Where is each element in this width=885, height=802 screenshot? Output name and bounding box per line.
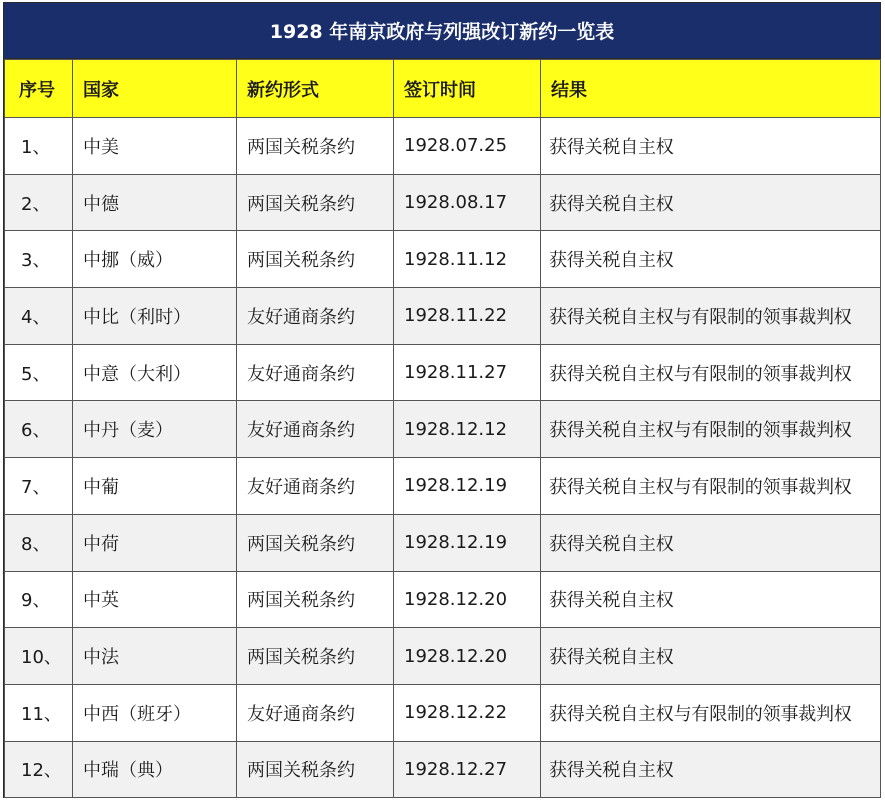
cell-index: 7、 — [5, 458, 73, 515]
table-row — [5, 401, 881, 458]
cell-treaty-form: 两国关税条约 — [237, 174, 394, 231]
cell-country: 中荷 — [73, 514, 237, 571]
cell-result: 获得关税自主权与有限制的领事裁判权 — [541, 344, 881, 401]
cell-sign-date: 1928.08.17 — [394, 174, 541, 231]
treaty-table — [4, 59, 881, 798]
cell-country: 中葡 — [73, 458, 237, 515]
cell-result: 获得关税自主权 — [541, 174, 881, 231]
cell-treaty-form: 两国关税条约 — [237, 571, 394, 628]
header-country: 国家 — [73, 60, 237, 118]
table-row — [5, 174, 881, 231]
cell-sign-date: 1928.12.12 — [394, 401, 541, 458]
cell-treaty-form: 友好通商条约 — [237, 288, 394, 345]
cell-result: 获得关税自主权 — [541, 118, 881, 175]
cell-index: 3、 — [5, 231, 73, 288]
header-row — [5, 60, 881, 118]
cell-result: 获得关税自主权 — [541, 571, 881, 628]
header-result: 结果 — [541, 60, 881, 118]
cell-country: 中意（大利） — [73, 344, 237, 401]
table-body — [5, 118, 881, 798]
cell-result: 获得关税自主权 — [541, 231, 881, 288]
cell-sign-date: 1928.11.22 — [394, 288, 541, 345]
cell-treaty-form: 两国关税条约 — [237, 231, 394, 288]
cell-country: 中美 — [73, 118, 237, 175]
cell-treaty-form: 友好通商条约 — [237, 401, 394, 458]
cell-index: 9、 — [5, 571, 73, 628]
cell-sign-date: 1928.12.20 — [394, 571, 541, 628]
cell-sign-date: 1928.11.27 — [394, 344, 541, 401]
cell-treaty-form: 两国关税条约 — [237, 514, 394, 571]
cell-sign-date: 1928.12.20 — [394, 628, 541, 685]
cell-index: 8、 — [5, 514, 73, 571]
cell-index: 10、 — [5, 628, 73, 685]
header-treaty-form: 新约形式 — [237, 60, 394, 118]
cell-country: 中西（班牙） — [73, 684, 237, 741]
cell-country: 中比（利时） — [73, 288, 237, 345]
cell-country: 中英 — [73, 571, 237, 628]
cell-result: 获得关税自主权 — [541, 741, 881, 798]
cell-treaty-form: 友好通商条约 — [237, 344, 394, 401]
table-row — [5, 231, 881, 288]
cell-treaty-form: 两国关税条约 — [237, 741, 394, 798]
cell-index: 5、 — [5, 344, 73, 401]
cell-country: 中瑞（典） — [73, 741, 237, 798]
cell-country: 中挪（威） — [73, 231, 237, 288]
cell-country: 中德 — [73, 174, 237, 231]
table-title: 1928 年南京政府与列强改订新约一览表 — [4, 3, 880, 59]
cell-result: 获得关税自主权与有限制的领事裁判权 — [541, 288, 881, 345]
table-row — [5, 684, 881, 741]
cell-index: 11、 — [5, 684, 73, 741]
table-row — [5, 458, 881, 515]
header-sign-date: 签订时间 — [394, 60, 541, 118]
cell-result: 获得关税自主权与有限制的领事裁判权 — [541, 458, 881, 515]
cell-treaty-form: 友好通商条约 — [237, 458, 394, 515]
cell-sign-date: 1928.11.12 — [394, 231, 541, 288]
cell-result: 获得关税自主权 — [541, 628, 881, 685]
cell-result: 获得关税自主权与有限制的领事裁判权 — [541, 684, 881, 741]
cell-result: 获得关税自主权与有限制的领事裁判权 — [541, 401, 881, 458]
cell-index: 2、 — [5, 174, 73, 231]
treaty-table-container — [3, 2, 881, 798]
table-row — [5, 288, 881, 345]
cell-country: 中丹（麦） — [73, 401, 237, 458]
cell-sign-date: 1928.12.22 — [394, 684, 541, 741]
table-row — [5, 118, 881, 175]
cell-index: 6、 — [5, 401, 73, 458]
cell-sign-date: 1928.12.27 — [394, 741, 541, 798]
cell-index: 12、 — [5, 741, 73, 798]
cell-sign-date: 1928.12.19 — [394, 514, 541, 571]
cell-sign-date: 1928.07.25 — [394, 118, 541, 175]
cell-country: 中法 — [73, 628, 237, 685]
cell-treaty-form: 两国关税条约 — [237, 628, 394, 685]
table-row — [5, 344, 881, 401]
cell-index: 4、 — [5, 288, 73, 345]
table-row — [5, 514, 881, 571]
cell-sign-date: 1928.12.19 — [394, 458, 541, 515]
table-row — [5, 571, 881, 628]
header-index: 序号 — [5, 60, 73, 118]
cell-index: 1、 — [5, 118, 73, 175]
cell-treaty-form: 两国关税条约 — [237, 118, 394, 175]
table-row — [5, 628, 881, 685]
table-row — [5, 741, 881, 798]
cell-treaty-form: 友好通商条约 — [237, 684, 394, 741]
cell-result: 获得关税自主权 — [541, 514, 881, 571]
